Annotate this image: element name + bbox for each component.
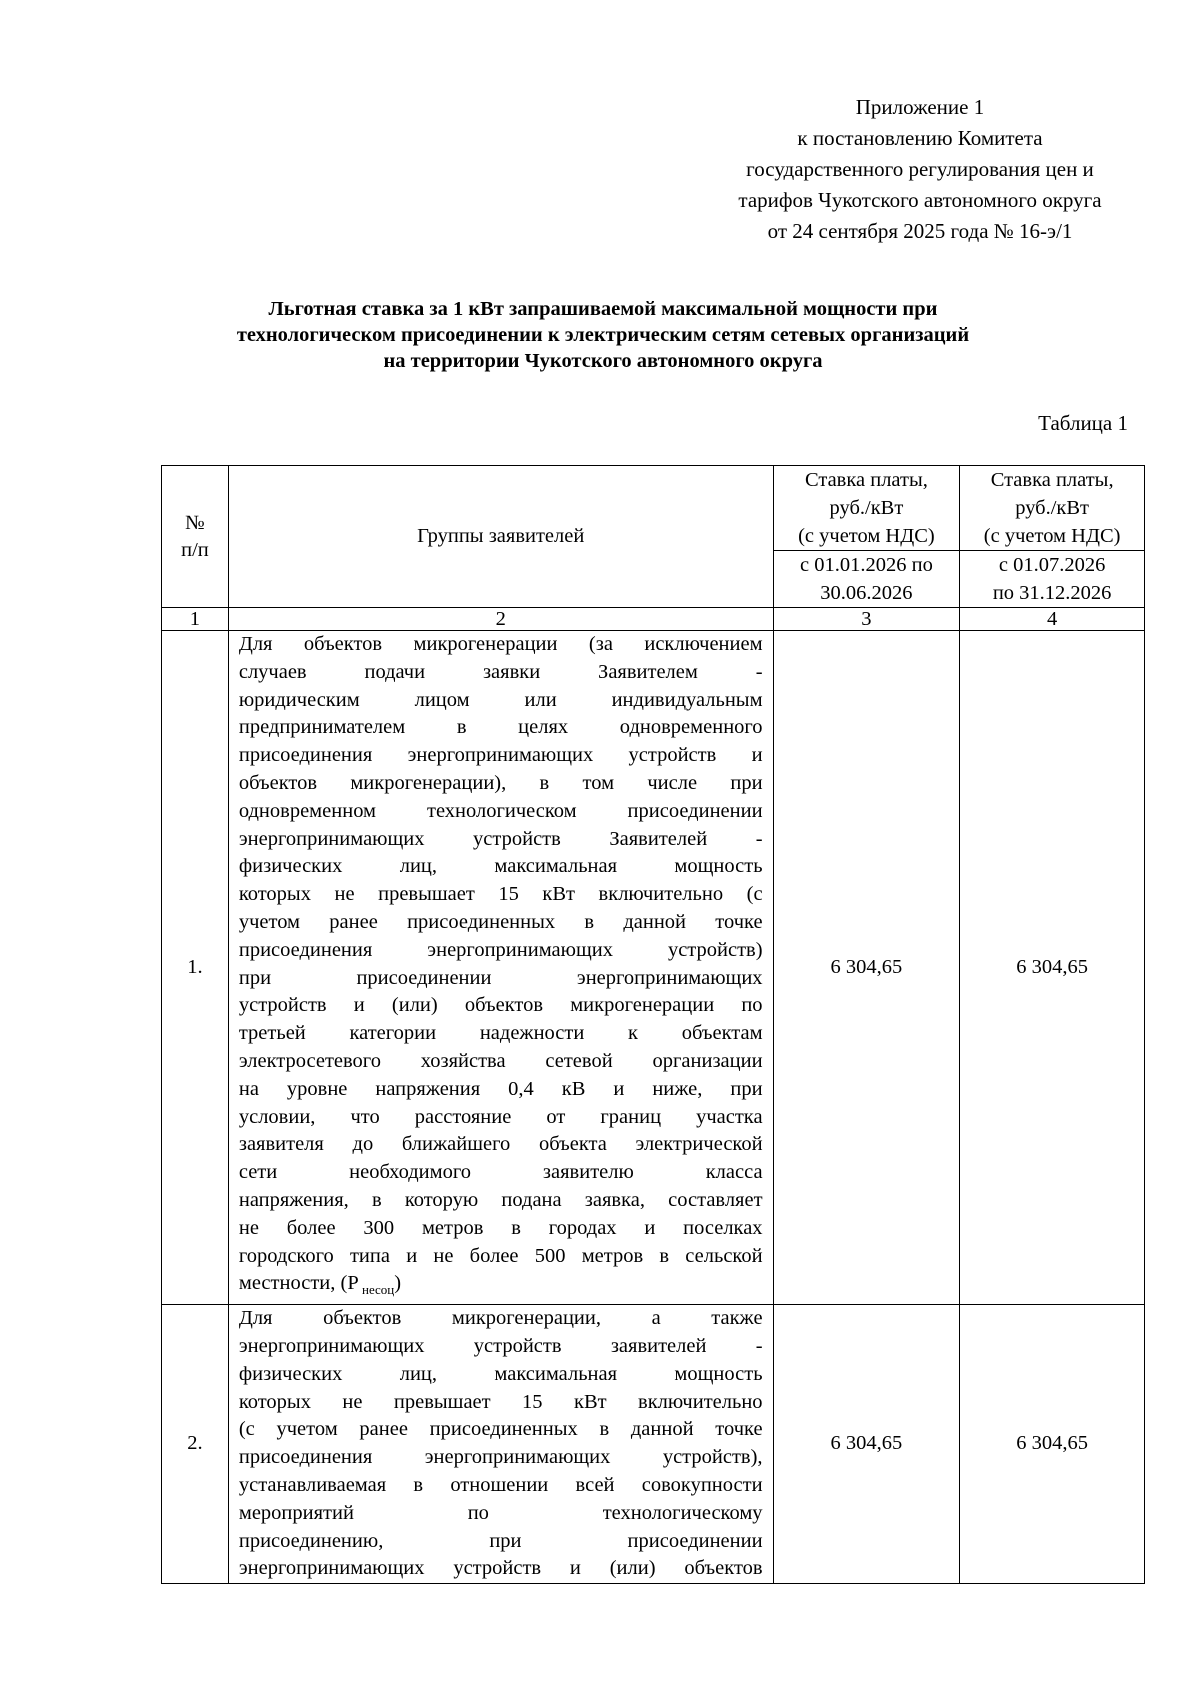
column-number: 3 <box>773 608 960 631</box>
column-number-row <box>162 608 1145 631</box>
rate-value: 6 304,65 <box>960 1305 1145 1584</box>
tariff-table <box>161 465 1145 1584</box>
header-groups: Группы заявителей <box>228 466 773 608</box>
table-row <box>162 1305 1145 1584</box>
text-line: электросетевого хозяйства сетевой организации <box>238 1049 763 1072</box>
row-number: 2. <box>162 1305 229 1584</box>
table-row <box>162 631 1145 1305</box>
period-line: с 01.01.2026 по <box>800 554 933 576</box>
text-line: энергопринимающих устройств и (или) объектов <box>238 1557 763 1580</box>
appendix-line: тарифов Чукотского автономного округа <box>738 188 1102 212</box>
header-rate-line: Ставка платы, <box>990 469 1114 491</box>
text-line: местности, (P $_{несоц}$) <box>238 1272 402 1298</box>
text-line: городского типа и не более 500 метров в сельской <box>238 1244 763 1267</box>
text-line: физических лиц, максимальная мощность <box>238 1362 763 1385</box>
period-line: по 31.12.2026 <box>992 582 1112 604</box>
table-label: Таблица 1 <box>1038 411 1128 435</box>
header-period-1 <box>773 551 960 608</box>
text-line: заявителя до ближайшего объекта электрической <box>238 1133 763 1156</box>
text-line: при присоединении энергопринимающих <box>238 966 763 989</box>
title-line: Льготная ставка за 1 кВт запрашиваемой максимальной мощности при <box>268 298 938 320</box>
text-line: условии, что расстояние от границ участка <box>238 1105 763 1128</box>
column-number: 1 <box>162 608 229 631</box>
appendix-line: государственного регулирования цен и <box>746 157 1094 181</box>
text-line: присоединению, при присоединении <box>238 1529 763 1552</box>
text-line: напряжения, в которую подана заявка, составляет <box>238 1188 763 1211</box>
text-line: (с учетом ранее присоединенных в данной точке <box>238 1418 763 1441</box>
text-line: присоединения энергопринимающих устройств), <box>238 1446 763 1469</box>
header-number-abbr: п/п <box>181 538 209 561</box>
period-line: 30.06.2026 <box>820 582 913 604</box>
column-number: 4 <box>960 608 1145 631</box>
text-line: юридическим лицом или индивидуальным <box>238 688 763 711</box>
text-line: устанавливаемая в отношении всей совокупности <box>238 1474 763 1496</box>
header-rate-line: руб./кВт <box>1015 497 1090 519</box>
column-number: 2 <box>228 608 773 631</box>
header-rate-line: Ставка платы, <box>804 469 928 491</box>
rate-value: 6 304,65 <box>773 631 960 1305</box>
text-line: Для объектов микрогенерации, а также <box>238 1307 763 1330</box>
rate-value: 6 304,65 <box>960 631 1145 1305</box>
rate-value: 6 304,65 <box>773 1305 960 1584</box>
text-line: третьей категории надежности к объектам <box>238 1022 763 1045</box>
row-number: 1. <box>162 631 229 1305</box>
appendix-line: от 24 сентября 2025 года № 16-э/1 <box>767 219 1073 243</box>
header-number-symbol: № <box>185 511 205 534</box>
subscript-label: несоц <box>358 1282 395 1298</box>
table-header-row <box>162 466 1145 551</box>
text-line: присоединения энергопринимающих устройств и <box>238 744 763 767</box>
text-line: Для объектов микрогенерации (за исключением <box>238 633 763 655</box>
applicant-group-text <box>228 631 773 1305</box>
header-rate-2 <box>960 466 1145 551</box>
closing-parenthesis: ) <box>394 1272 402 1295</box>
text-line: случаев подачи заявки Заявителем - <box>238 660 763 683</box>
text-line: предпринимателем в целях одновременного <box>238 716 763 739</box>
text-line: одновременном технологическом присоединении <box>238 799 763 822</box>
text-line: устройств и (или) объектов микрогенерации по <box>238 994 763 1017</box>
appendix-line: к постановлению Комитета <box>797 126 1043 150</box>
text-line: на уровне напряжения 0,4 кВ и ниже, при <box>238 1077 763 1100</box>
header-rate-line: (с учетом НДС) <box>983 525 1121 547</box>
applicant-group-text <box>228 1305 773 1584</box>
period-line: с 01.07.2026 <box>998 554 1106 576</box>
text-line: присоединения энергопринимающих устройств) <box>238 938 763 961</box>
text-line: которых не превышает 15 кВт включительно <box>238 1390 763 1413</box>
appendix-header <box>700 92 1140 247</box>
text-line: учетом ранее присоединенных в данной точке <box>238 910 763 933</box>
header-rate-line: (с учетом НДС) <box>798 525 935 547</box>
title-line: на территории Чукотского автономного округа <box>383 350 823 372</box>
text-line: энергопринимающих устройств Заявителей - <box>238 827 763 850</box>
appendix-line: Приложение 1 <box>855 95 985 119</box>
text-line: объектов микрогенерации), в том числе при <box>238 771 763 794</box>
text-line: которых не превышает 15 кВт включительно (с <box>238 883 763 906</box>
header-rate-1 <box>773 466 960 551</box>
text-line: сети необходимого заявителю класса <box>238 1161 763 1184</box>
text-line: энергопринимающих устройств заявителей - <box>238 1335 763 1358</box>
header-rate-line: руб./кВт <box>829 497 904 519</box>
text-line: мероприятий по технологическому <box>238 1501 763 1524</box>
header-number <box>162 466 229 608</box>
text-line: физических лиц, максимальная мощность <box>238 855 763 878</box>
header-period-2 <box>960 551 1145 608</box>
document-title <box>150 296 1056 374</box>
title-line: технологическом присоединении к электрическим сетям сетевых организаций <box>236 324 970 346</box>
text-line: не более 300 метров в городах и поселках <box>238 1216 763 1239</box>
